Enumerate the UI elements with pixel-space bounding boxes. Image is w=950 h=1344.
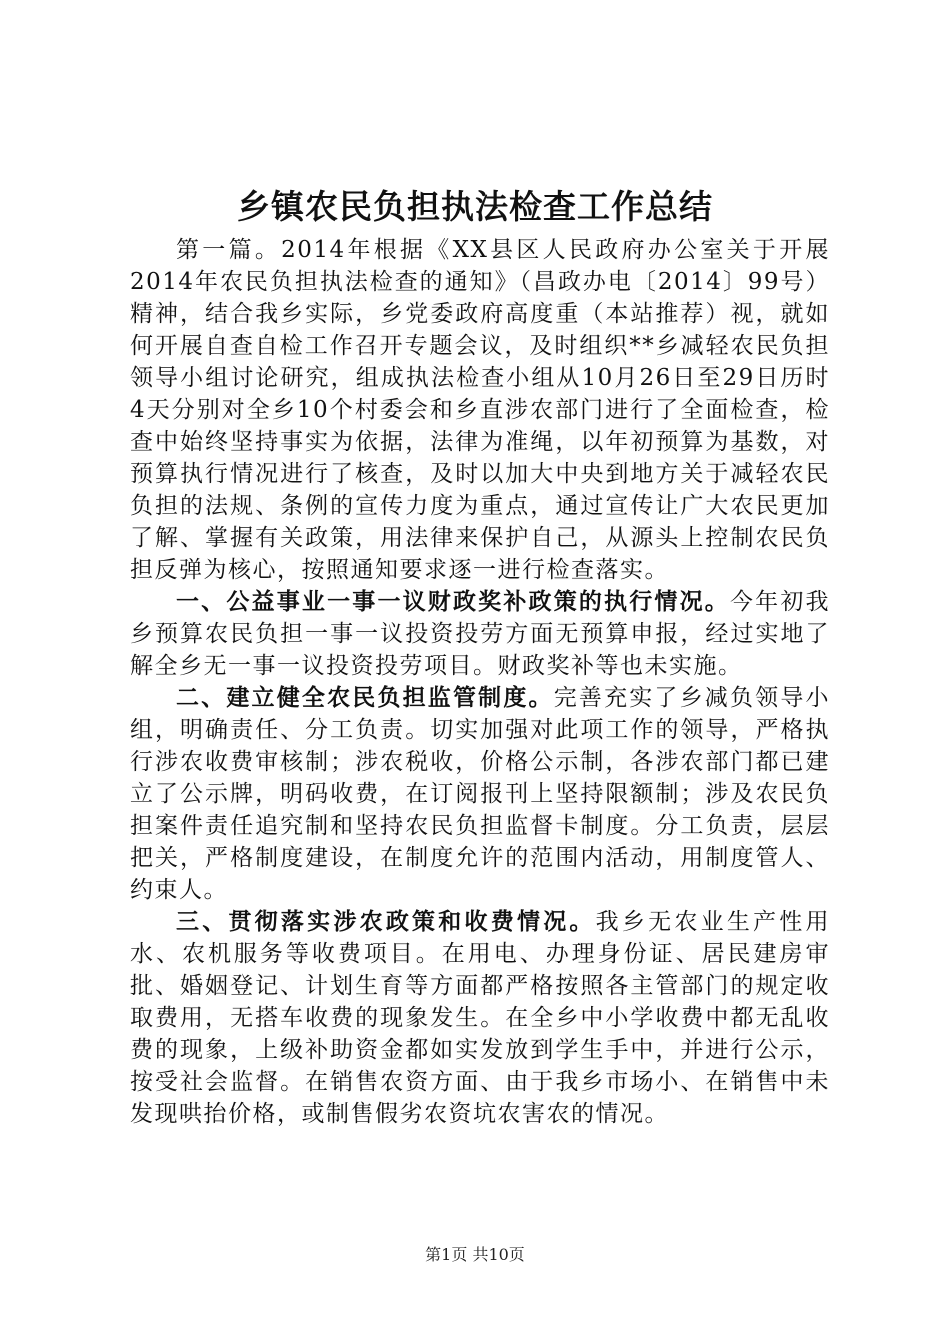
- section-heading: 二、建立健全农民负担监管制度。: [176, 684, 554, 711]
- page-number-footer: 第1页 共10页: [425, 1245, 525, 1264]
- paragraph-section-2: [130, 682, 830, 906]
- section-heading: 三、贯彻落实涉农政策和收费情况。: [176, 908, 596, 935]
- paragraph-text: 第一篇。2014年根据《XX县区人民政府办公室关于开展2014年农民负担执法检查的通知》（昌政办电〔2014〕99号）精神，结合我乡实际，乡党委政府高度重（本站推荐）视，就如何开展自查自检工作召开专题会议，及时组织**乡减轻农民负担领导小组讨论研究，组成执法检查小组从10月26日至29日历时4天分别对全乡10个村委会和乡直涉农部门进行了全面检查，检查中始终坚持事实为依据，法律为准绳，以年初预算为基数，对预算执行情况进行了核查，及时以加大中央到地方关于减轻农民负担的法规、条例的宣传力度为重点，通过宣传让广大农民更加了解、掌握有关政策，用法律来保护自己，从源头上控制农民负担反弹为核心，按照通知要求逐一进行检查落实。: [130, 237, 830, 583]
- paragraph-text: 今年初我乡预算农民负担一事一议投资投劳方面无预算申报，经过实地了解全乡无一事一议投资投劳项目。财政奖补等也未实施。: [130, 589, 831, 679]
- document-title: 乡镇农民负担执法检查工作总结: [237, 187, 713, 226]
- paragraph-text: 我乡无农业生产性用水、农机服务等收费项目。在用电、办理身份证、居民建房审批、婚姻登记、计划生育等方面都严格按照各主管部门的规定收取费用，无搭车收费的现象发生。在全乡中小学收费中都无乱收费的现象，上级补助资金都如实发放到学生手中，并进行公示，按受社会监督。在销售农资方面、由于我乡市场小、在销售中未发现哄抬价格，或制售假劣农资坑农害农的情况。: [130, 909, 831, 1127]
- section-heading: 一、公益事业一事一议财政奖补政策的执行情况。: [176, 588, 730, 615]
- paragraph-section-1: [130, 586, 830, 682]
- paragraph-intro: [130, 234, 830, 586]
- document-body: [130, 234, 830, 1130]
- paragraph-text: 完善充实了乡减负领导小组，明确责任、分工负责。切实加强对此项工作的领导，严格执行涉农收费审核制；涉农税收，价格公示制，各涉农部门都已建立了公示牌，明码收费，在订阅报刊上坚持限额制；涉及农民负担案件责任追究制和坚持农民负担监督卡制度。分工负责，层层把关，严格制度建设，在制度允许的范围内活动，用制度管人、约束人。: [130, 685, 831, 903]
- paragraph-section-3: [130, 906, 830, 1130]
